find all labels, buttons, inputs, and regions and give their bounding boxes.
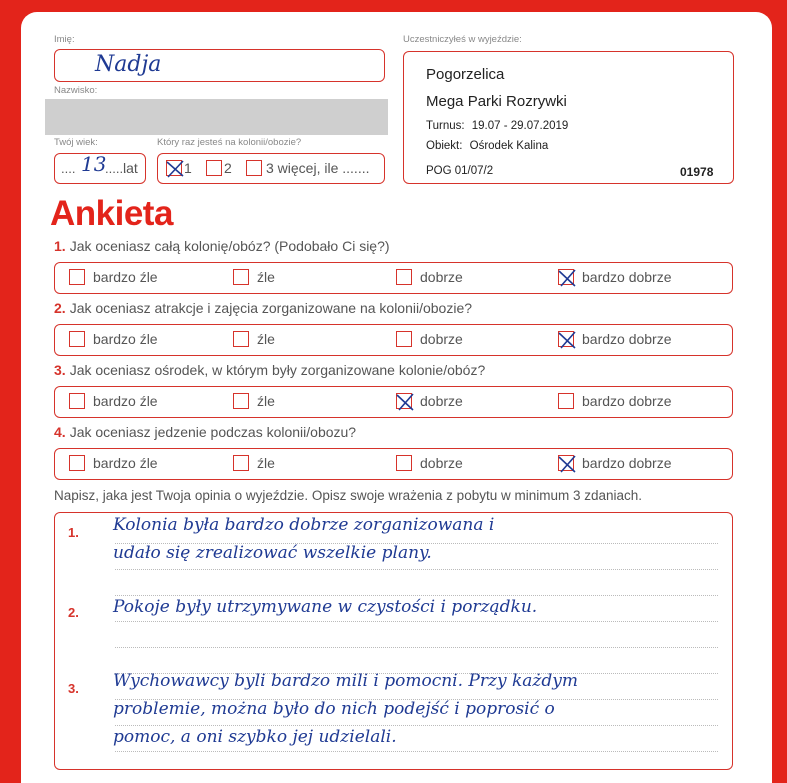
question-2 — [54, 300, 472, 316]
question-number: 1. — [54, 238, 66, 254]
checkbox[interactable] — [233, 331, 249, 347]
age-dots-left: .... — [61, 161, 76, 176]
answer-label: bardzo dobrze — [582, 331, 672, 347]
answer-label: bardzo dobrze — [582, 269, 672, 285]
checkbox[interactable] — [69, 269, 85, 285]
participant-label: Uczestniczyłeś w wyjeździe: — [403, 34, 522, 45]
answer-row-2 — [54, 324, 733, 356]
name-field[interactable] — [54, 49, 385, 82]
stamp-place: Pogorzelica — [426, 66, 505, 83]
answer-option[interactable] — [396, 393, 463, 409]
answer-option[interactable] — [69, 331, 158, 347]
essay-line: Wychowawcy byli bardzo mili i pomocni. Przy każdym — [113, 671, 578, 691]
time-option-2[interactable] — [206, 160, 232, 176]
age-label: Twój wiek: — [54, 137, 98, 148]
answer-option[interactable] — [233, 331, 275, 347]
question-1 — [54, 238, 390, 254]
name-label: Imię: — [54, 34, 75, 45]
checkbox[interactable] — [233, 393, 249, 409]
answer-option[interactable] — [558, 269, 672, 285]
age-value: 13 — [81, 152, 107, 176]
checkbox[interactable] — [558, 331, 574, 347]
answer-label: bardzo źle — [93, 331, 158, 347]
checkbox[interactable] — [246, 160, 262, 176]
time-option-label: 2 — [224, 160, 232, 176]
answer-label: dobrze — [420, 393, 463, 409]
answer-option[interactable] — [69, 455, 158, 471]
answer-option[interactable] — [233, 455, 275, 471]
essay-number-1: 1. — [68, 525, 79, 540]
answer-option[interactable] — [69, 393, 158, 409]
question-number: 2. — [54, 300, 66, 316]
answer-label: dobrze — [420, 455, 463, 471]
checkbox[interactable] — [396, 269, 412, 285]
essay-box[interactable] — [54, 512, 733, 770]
stamp-code: POG 01/07/2 — [426, 165, 494, 177]
answer-row-4 — [54, 448, 733, 480]
checkbox[interactable] — [396, 331, 412, 347]
question-number: 4. — [54, 424, 66, 440]
checkbox[interactable] — [558, 393, 574, 409]
time-field[interactable] — [157, 153, 385, 184]
turnus-value: 19.07 - 29.07.2019 — [471, 120, 569, 132]
survey-sheet — [21, 12, 772, 783]
answer-option[interactable] — [396, 455, 463, 471]
time-label: Który raz jesteś na kolonii/obozie? — [157, 137, 302, 148]
question-4 — [54, 424, 356, 440]
checkbox[interactable] — [396, 393, 412, 409]
stamp-venue: Mega Parki Rozrywki — [426, 93, 567, 110]
stamp-turnus — [426, 120, 568, 132]
answer-option[interactable] — [233, 269, 275, 285]
essay-number-3: 3. — [68, 681, 79, 696]
obiekt-label: Obiekt: — [426, 140, 463, 152]
answer-label: źle — [257, 393, 275, 409]
answer-label: bardzo źle — [93, 393, 158, 409]
answer-label: dobrze — [420, 331, 463, 347]
essay-line: pomoc, a oni szybko jej udzielali. — [113, 727, 397, 747]
time-option-label: 3 więcej, ile ....... — [266, 160, 370, 176]
time-option-1[interactable] — [166, 160, 192, 176]
checkbox[interactable] — [69, 455, 85, 471]
answer-label: źle — [257, 269, 275, 285]
time-option-3[interactable] — [246, 160, 369, 176]
answer-option[interactable] — [396, 331, 463, 347]
checkbox[interactable] — [233, 269, 249, 285]
essay-prompt: Napisz, jaka jest Twoja opinia o wyjeździe. Opisz swoje wrażenia z pobytu w minimum 3 zdaniach. — [54, 488, 643, 503]
question-number: 3. — [54, 362, 66, 378]
answer-option[interactable] — [558, 393, 672, 409]
question-text: Jak oceniasz jedzenie podczas kolonii/obozu? — [69, 424, 357, 440]
answer-label: bardzo źle — [93, 269, 158, 285]
checkbox[interactable] — [558, 269, 574, 285]
essay-line: udało się zrealizować wszelkie plany. — [113, 543, 432, 563]
question-text: Jak oceniasz ośrodek, w którym były zorganizowane kolonie/obóz? — [69, 362, 486, 378]
answer-option[interactable] — [558, 455, 672, 471]
question-text: Jak oceniasz atrakcje i zajęcia zorganizowane na kolonii/obozie? — [69, 300, 473, 316]
name-value: Nadja — [95, 52, 162, 77]
age-field[interactable] — [54, 153, 146, 184]
stamp-obiekt — [426, 140, 548, 152]
obiekt-value: Ośrodek Kalina — [469, 140, 549, 152]
turnus-label: Turnus: — [426, 120, 465, 132]
age-unit: lat — [123, 160, 138, 176]
trip-stamp — [403, 51, 734, 184]
age-dots-right: ...... — [105, 161, 127, 176]
answer-label: bardzo dobrze — [582, 393, 672, 409]
essay-line: Kolonia była bardzo dobrze zorganizowana i — [113, 515, 495, 535]
checkbox[interactable] — [166, 160, 182, 176]
answer-label: dobrze — [420, 269, 463, 285]
checkbox[interactable] — [233, 455, 249, 471]
checkbox[interactable] — [558, 455, 574, 471]
answer-option[interactable] — [69, 269, 158, 285]
time-option-label: 1 — [184, 160, 192, 176]
essay-line: Pokoje były utrzymywane w czystości i porządku. — [113, 597, 538, 617]
essay-number-2: 2. — [68, 605, 79, 620]
checkbox[interactable] — [69, 331, 85, 347]
answer-row-1 — [54, 262, 733, 294]
answer-label: źle — [257, 331, 275, 347]
answer-row-3 — [54, 386, 733, 418]
answer-option[interactable] — [233, 393, 275, 409]
answer-option[interactable] — [558, 331, 672, 347]
survey-title: Ankieta — [50, 194, 173, 233]
checkbox[interactable] — [396, 455, 412, 471]
answer-label: bardzo źle — [93, 455, 158, 471]
surname-redacted — [45, 99, 388, 135]
surname-label: Nazwisko: — [54, 85, 98, 96]
answer-label: źle — [257, 455, 275, 471]
stamp-number: 01978 — [680, 165, 714, 179]
question-3 — [54, 362, 485, 378]
answer-option[interactable] — [396, 269, 463, 285]
checkbox[interactable] — [206, 160, 222, 176]
question-text: Jak oceniasz całą kolonię/obóz? (Podobało Ci się?) — [69, 238, 390, 254]
checkbox[interactable] — [69, 393, 85, 409]
essay-line: problemie, można było do nich podejść i poprosić o — [113, 699, 555, 719]
answer-label: bardzo dobrze — [582, 455, 672, 471]
